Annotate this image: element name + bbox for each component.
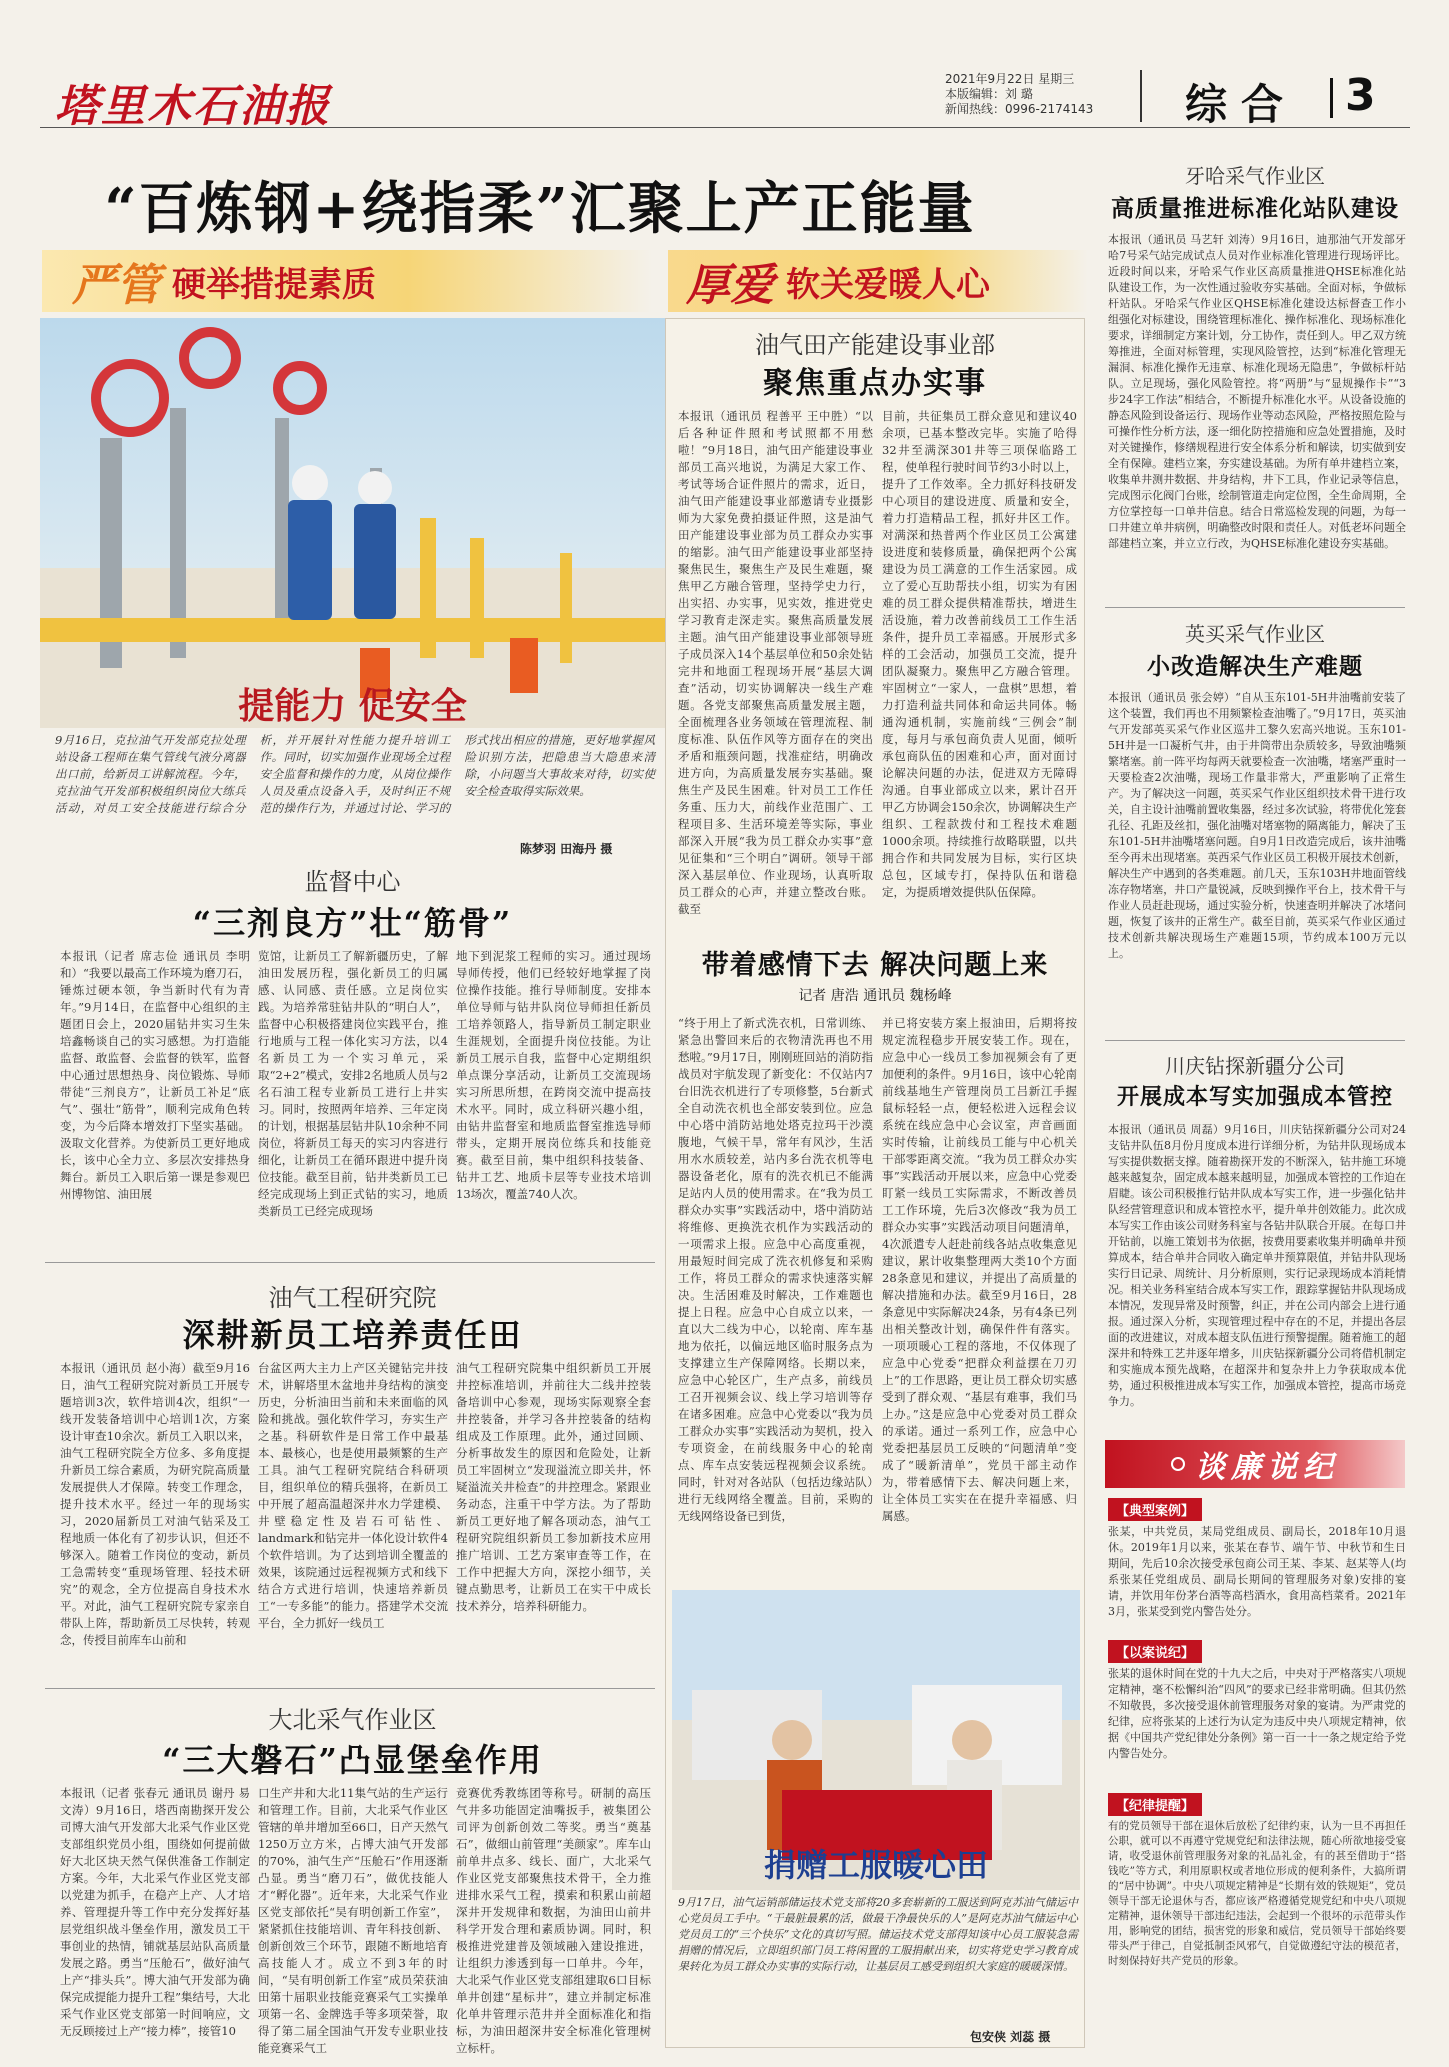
issue-date: 2021年9月22日 星期三 xyxy=(945,72,1075,86)
page-editor: 本版编辑：刘 璐 xyxy=(945,87,1033,101)
divider-3 xyxy=(1105,607,1405,608)
article-chuanqing-body: 本报讯（通讯员 周磊）9月16日，川庆钻探新疆分公司对24支钻井队伍8月份月度成本进行详细分析，为钻井队现场成本写实提供数据支撑。随着勘探开发的不断深入，钻井施工环境越来越复杂，固定成本越来越明显，加强成本管控的工作迫在眉睫。该公司积极推行钻井队成本写实工作，进一步强化钻井队经营管理意识和成本管控水平，提升单井创效能力。此次成本写实工作由该公司财务科室与各钻井队联合开展。在每口井开钻前，以施工策划书为依据，按费用要素收集并明确单井预算成本，结合单井合同收入确定单井预算限值，并钻井队现场实行日记录、周统计、月分析原则，实行记录现场成本消耗情况。相关业务科室结合成本写实工作，跟踪掌握钻井队现场成本情况，发现异常及时预警，纠正，并在公司内部会上进行通报。通过深入分析，实现管理过程中存在的不足，并提出各层面的改进建议，对成本超支队伍进行预警提醒。随着施工的超深井和特殊工艺井逐年增多，川庆钻探新疆分公司将借机制定和实施成本预先战略，在超深井和复杂井上力争获取成本优势，通过积极推进成本写实工作，加强成本管控，提高市场竞争力。 xyxy=(1108,1123,1406,1408)
masthead-divider xyxy=(1140,70,1142,122)
article-dabei-kicker: 大北采气作业区 xyxy=(268,1706,437,1734)
page-number: 3 xyxy=(1345,70,1376,121)
news-hotline: 新闻热线：0996-2174143 xyxy=(945,102,1094,116)
tanlian-case-label: 【典型案例】 xyxy=(1108,1498,1202,1521)
tanlian-tip-text: 有的党员领导干部在退休后放松了纪律约束，认为一旦不再担任公职，就可以不再遵守党规党纪和法律法规，随心所欲地接受宴请，收受退休前管理服务对象的礼品礼金，有的甚至借助于“搭钱吃”等方式，利用原职权或者地位形成的便利条件，大搞所谓的“居中协调”。中央八项规定精神是“长期有效的铁规矩”，党员领导干部无论退休与否，都应该严格遵循党规党纪和中央八项规定精神，退休领导干部违纪违法，会起到一个很坏的示范带头作用，影响党的团结，损害党的形象和威信，党员领导干部始终要带头严于律己，自觉抵制歪风邪气，自觉做遵纪守法的模范者，时刻保持好共产党员的形象。 xyxy=(1108,1820,1406,1967)
article-jiandu-kicker: 监督中心 xyxy=(304,868,401,896)
photo-training xyxy=(40,318,665,728)
tanlian-tip-label: 【纪律提醒】 xyxy=(1108,1793,1202,1816)
photo-overlay-title: 提能力 促安全 xyxy=(238,685,467,727)
main-headline: “百炼钢+绕指柔”汇聚上产正能量 xyxy=(104,176,976,242)
article-youqitian-kicker: 油气田产能建设事业部 xyxy=(755,331,995,359)
banner-care-tag: 厚爱 xyxy=(686,260,774,311)
masthead-rule xyxy=(40,127,1410,128)
article-yingmai-body: 本报讯（通讯员 张会婷）“自从玉东101-5H井油嘴前安装了这个装置，我们再也不用频繁检查油嘴了。”9月17日，英买油气开发部英买采气作业区巡井工黎久宏高兴地说。玉东101-5H井是一口凝析气井，由于井筒带出杂质较多，导致油嘴频繁堵塞。前一阵平均每两天就要检查一次油嘴，堵塞严重时一天要检查2次油嘴，现场工作量非常大，严重影响了正常生产。为了解决这一问题，英买采气作业区组织技术骨干进行攻关，自主设计油嘴前置收集器，经过多次试验，将带优化笼套孔径、孔距及丝扣，强化油嘴对堵塞物的隔离能力，解决了玉东101-5H井油嘴堵塞问题。自9月1日改造完成后，该井油嘴至今再未出现堵塞。英西采气作业区员工积极开展技术创新，解决生产中遇到的各类难题。前几天，玉东103H井地面管线冻存物堵塞，井口产量锐减，反映到操作平台上，技术骨干与作业人员赶赴现场，通过实验分析，快速查明并解决了冰堵问题，恢复了该井的正常生产。截至目前，英买采气作业区通过技术创新共解决现场生产难题15项，节约成本100万元以上。 xyxy=(1108,691,1406,960)
photo-donation xyxy=(672,1590,1080,1890)
article-youqi-col3: 油气工程研究院集中组织新员工开展井控标准培训，并前往大二线井控装备培训中心参观，现场实际观察全套井控装备，并学习各井控装备的结构组成及工作原理。此外，通过回顾、分析事故发生的原因和危险处，让新员工牢固树立“发现溢流立即关井，怀疑溢流关井检查”的井控理念。紧跟业务动态，注重干中学方法。为了帮助新员工更好地了解各项动态，油气工程研究院组织新员工参加新技术应用推广培训、工艺方案审查等工作，在工作中把握大方向，深挖小细节，关键点勤思考，让新员工在实干中成长技术养分，培养科研能力。 xyxy=(456,1361,651,1613)
article-youqitian-col1: 本报讯（通讯员 程善平 王中胜）“以后各种证件照和考试照都不用愁啦！”9月18日，油气田产能建设事业部员工高兴地说，为满足大家工作、考试等场合证件照片的需求，近日，油气田产能建设事业部邀请专业摄影师为大家免费拍摄证件照，这是油气田产能建设事业部为员工群众办实事的缩影。油气田产能建设事业部坚持聚焦民生，聚焦生产及民生难题，聚焦甲乙方融合管理，坚持学史力行，出实招、办实事，见实效，推进党史学习教育走深走实。聚焦高质量发展主题。油气田产能建设事业部领导班子成员深入14个基层单位和50余处钻完井和地面工程现场开展“基层大调查”活动，切实协调解决一线生产难题。各党支部聚焦高质量发展主题，全面梳理各业务领域在管理流程、制度标准、队伍作风等方面存在的突出矛盾和瓶颈问题，找准症结，明确改进方向，为高质量发展夯实基础。聚焦生产及民生困难。针对员工工作任务重、压力大，前线作业范围广、工程项目多、生活环境差等实际，事业部深入开展“我为员工群众办实事”意见征集和“三个明白”调研。领导干部深入基层单位、作业现场，认真听取员工群众的心声，并建立整改台账。截至 xyxy=(678,409,873,916)
article-dabei-col1: 本报讯（记者 张春元 通讯员 谢丹 易文涛）9月16日，塔西南勘探开发公司博大油气开发部大北采气作业区党支部组织党员小组，围绕如何提前做好大北区块天然气保供准备工作制定方案。今年，大北采气作业区党支部以党建为抓手，在稳产上产、人才培养、管理提升等工作中充分发挥好基层党组织战斗堡垒作用，激发员工干事创业的热情，铺就基层站队高质量发展之路。勇当“压舱石”，做好油气上产“排头兵”。博大油气开发部为确保完成提能力提升工程”集结号，大北采气作业区党支部第一时间响应，文无反顾接过上产“接力棒”，接管10 xyxy=(60,1786,250,2038)
banner-strict-tag: 严管 xyxy=(72,260,160,311)
article-youqi-title: 深耕新员工培养责任田 xyxy=(182,1316,523,1354)
photo-donation-credit: 包安侠 刘蕊 摄 xyxy=(970,2030,1051,2044)
article-youqi-kicker: 油气工程研究院 xyxy=(268,1284,437,1312)
masthead xyxy=(0,0,1449,132)
divider-4 xyxy=(1105,1040,1405,1041)
article-yaha-kicker: 牙哈采气作业区 xyxy=(1185,164,1325,188)
article-dabei-col2: 口生产井和大北11集气站的生产运行和管理工作。目前，大北采气作业区管辖的单井增加至66口，日产天然气1250万立方米，占博大油气开发部的70%，油气生产“压舱石”作用逐渐凸显。勇当“磨刀石”，做优技能人才“孵化器”。近年来，大北采气作业区党支部依托“吴有明创新工作室”，紧紧抓住技能培训、青年科技创新、创新创效三个环节，跟随不断地培育高技能人才。成立不到3年的时间，“吴有明创新工作室”成员荣获油田第十届职业技能竞赛采气工实操单项第一名、金牌选手等多项荣誉，取得了第二届全国油气开发专业职业技能竞赛采气工 xyxy=(258,1786,448,2055)
article-jiandu-col3: 地下到泥浆工程师的实习。通过现场导师传授，他们已经较好地掌握了岗位操作技能。推行导师制度。安排本单位导师与钻井队岗位导师担任新员工培养领路人，指导新员工制定职业生涯规划，全面提升岗位技能。为让新员工展示自我，监督中心定期组织单点课分享活动，让新员工交流现场实习所思所想，在跨岗交流中提高技术水平。同时，成立科研兴趣小组，由钻井监督室和地质监督室推选导师带头，定期开展岗位练兵和技能竞赛。截至目前，集中组织科技装备、钻井工艺、地质卡层等专业技术培训13场次，覆盖740人次。 xyxy=(456,949,651,1201)
article-yingmai-title: 小改造解决生产难题 xyxy=(1147,653,1363,680)
newspaper-logo: 塔里木石油报 xyxy=(55,81,331,132)
article-yingmai-kicker: 英买采气作业区 xyxy=(1185,622,1325,646)
divider-1 xyxy=(45,1262,655,1263)
article-youqi-col1: 本报讯（通讯员 赵小海）截至9月16日，油气工程研究院对新员工开展专题培训3次，软件培训4次，组织“一线开发装备培训中心培训1次，方案设计审查10余次。新员工入职以来，油气工程研究院全方位多、多角度提升新员工综合素质，为研究院高质量发展提供人才保障。转变工作理念，提升技术水平。经过一年的现场实习，2020届新员工对油气钻采及工程地质一体化有了初步认识，但还不够深入。随着工作岗位的变动，新员工急需转变“重现场管理、轻技术研究”的观念，全方位提高自身技术水平。对此，油气工程研究院专家亲自带队上阵，帮助新员工尽快转，转观念，传授目前库车山前和 xyxy=(60,1361,250,1647)
banner-strict xyxy=(42,250,652,312)
article-dabei-col3: 竞赛优秀教练团等称号。研制的高压气井多功能固定油嘴扳手，被集团公司评为创新创效二等奖。勇当“奠基石”，做细山前管理“美颜家”。库车山前单井点多、线长、面广，大北采气作业区党支部聚焦技术骨干，全力推进排水采气工程，摸索和积累山前超深井开发规律和数据，为油田山前井科学开发合理和素质协调。同时，积极推进党建普及领域融入建设推进，让组织力渗透到每一口单井。今年，大北采气作业区党支部组建取6口目标单井创建“星标井”，建立并制定标准化单井管理示范井并全面标准化和指标，为油田超深井安全标准化管理树立标杆。 xyxy=(456,1786,651,2055)
tanlian-law-text: 张某的退休时间在党的十九大之后，中央对于严格落实八项规定精神，毫不松懈纠治“四风”的要求已经非常明确。但其仍然不知敬畏，多次接受退休前管理服务对象的宴请。为严肃党的纪律，应将张某的上述行为认定为违反中央八项规定精神，依据《中国共产党纪律处分条例》第一百一十一条之规定给予党内警告处分。 xyxy=(1108,1667,1406,1760)
tanlian-law-label: 【以案说纪】 xyxy=(1108,1640,1202,1663)
banner-care-title: 软关爱暖人心 xyxy=(786,264,990,305)
article-youqitian-col2: 目前，共征集员工群众意见和建议40余项，已基本整改完毕。实施了哈得32井至满深301井等三项保临路工程，使单程行驶时间节约3小时以上，提升了工作效率。全力抓好科技研发中心项目的建设进度、质量和安全，着力打造精品工程，抓好井区工作。对满深和热普两个作业区员工公寓建设进度和装修质量，确保把两个公寓建设为员工满意的工作生活家园。成立了爱心互助帮扶小组，切实为有困难的员工群众提供精准帮扶，增进生活设施，着力改善前线员工工作生活条件，提升员工幸福感。开展形式多样的工会活动，加强员工交流，提升团队凝聚力。聚焦甲乙方融合管理。牢固树立“一家人，一盘棋”思想，着力打造利益共同体和命运共同体。畅通沟通机制，实施前线“三例会”制度，每月与承包商负责人见面，倾听承包商队伍的困难和心声，面对面讨论解决问题的办法，促进双方无障碍沟通。自事业部成立以来，累计召开甲乙方协调会150余次，协调解决生产组织、工程款拨付和工程技术难题1000余项。持续推行故略联盟，以共拥合作和共同发展为目标，实行区块总包，区域专打，保持队伍和谐稳定，为提质增效提供队伍保障。 xyxy=(882,409,1077,899)
article-daizhe-col2: 并已将安装方案上报油田，后期将按规定流程稳步开展安装工作。现在，应急中心一线员工参加视频会有了更加便利的条件。9月16日，该中心轮南前线基地生产管理岗员工吕新江手握鼠标轻轻一点，便轻松进入远程会议系统在线应急中心会议室，声音画面实时传输，让前线员工能与中心机关干部零距离交流。“我为员工群众办实事”实践活动开展以来，应急中心党委盯紧一线员工实际需求，不断改善员工工作环境，先后3次修改“我为员工群众办实事”实践活动项目问题清单，4次派遣专人赶赴前线各站点收集意见建议，累计收集整理两大类10个方面28条意见和建议，并提出了高质量的解决措施和办法。截至9月16日，28条意见中实际解决24条，另有4条已列出相关整改计划，确保件件有落实。一项项暖心工程的落地，不仅体现了应急中心党委“把群众利益摆在刀刃上”的工作思路，更让员工群众切实感受到了群众观、“基层有难事，我们马上办。”这是应急中心党委对员工群众的承诺。通过一系列工作，应急中心党委把基层员工反映的“问题清单”变成了“暖新清单”，党员干部主动作为，带着感情下去、解决问题上来，让全体员工实实在在提升幸福感、归属感。 xyxy=(882,1016,1077,1523)
tanlian-banner-title: 谈廉说纪 xyxy=(1195,1450,1339,1485)
tanlian-banner xyxy=(1105,1440,1405,1488)
article-yaha-title: 高质量推进标准化站队建设 xyxy=(1111,195,1399,222)
issue-info xyxy=(945,72,1145,117)
seal-mark-icon xyxy=(1171,1457,1185,1471)
article-daizhe-col1: “终于用上了新式洗衣机，日常训练、紧急出警回来后的衣物清洗再也不用愁啦。”9月17日，刚刚班回站的消防指战员对宇航发现了新变化：不仅站内7台旧洗衣机进行了专项修整，5台新式全自动洗衣机也全部安装到位。应急中心塔中消防站地处塔克拉玛干沙漠腹地，气候干旱，常年有风沙，生活用水水质较差，站内多台洗衣机等电器设备老化，原有的洗衣机已不能满足站内人员的使用需求。在“我为员工群众办实事”实践活动中，塔中消防站将维修、更换洗衣机作为实践活动的一项需求上报。应急中心高度重视，用最短时间完成了洗衣机修复和采购工作，将员工群众的需求快速落实解决。生活困难及时解决，工作难题也提上日程。应急中心自成立以来，一直以大二线为中心，以轮南、库车基地为依托，以偏远地区临时服务点为支撑建立生产保障网络。长期以来，应急中心轮区广，生产点多，前线员工召开视频会议、线上学习培训等存在诸多困难。应急中心党委以“我为员工群众办实事”实践活动为契机，投入专项资金，在前线服务中心的轮南点、库车点安装远程视频会议系统。同时，针对对各站队（包括边缘站队）进行无线网络全覆盖。目前，采购的无线网络设备已到货， xyxy=(678,1016,873,1523)
article-youqitian-title: 聚焦重点办实事 xyxy=(763,366,987,401)
tanlian-case-text: 张某，中共党员，某局党组成员、副局长，2018年10月退休。2019年1月以来，张某在春节、端午节、中秋节和生日期间，先后10余次接受承包商公司王某、李某、赵某等人(均系张某任党组成员、副局长期间的管理服务对象)安排的宴请，并饮用年份茅台酒等高档酒水，食用高档菜肴。2021年3月，张某受到党内警告处分。 xyxy=(1108,1525,1406,1618)
article-dabei-title: “三大磐石”凸显堡垒作用 xyxy=(162,1741,543,1779)
article-jiandu-col1: 本报讯（记者 席志俭 通讯员 李明和）“我要以最高工作环境为磨刀石，锤炼过硬本领，争当新时代有为青年。”9月14日，在监督中心组织的主题团日会上，2020届钻井实习生朱培鑫畅谈自己的实习感想。为打造能监督、敢监督、会监督的铁军，监督中心通过思想热身、岗位锻炼、导师带徒“三剂良方”，让新员工补足“底气”、强壮“筋骨”，顺利完成角色转变，为今后降本增效打下坚实基础。汲取文化营养。为使新员工更好地成长，该中心全力立、多层次安排热身舞台。新员工入职后第一课是参观巴州博物馆、油田展 xyxy=(60,949,250,1201)
photo-training-caption: 9月16日，克拉油气开发部克拉处理站设备工程师在集气管线气液分离器出口前，给新员工讲解流程。今年，克拉油气开发部积极组织岗位大练兵活动，对员工安全技能进行综合分析，并开展针对性能力提升培训工作。同时，切实加强作业现场全过程安全监督和操作的力度，从岗位操作人员及重点设备入手，及时纠正不规范的操作行为，并通过讨论、学习的形式找出相应的措施，更好地掌握风险识别方法，把隐患当大隐患来清除，小问题当大事故来对待，切实使安全检查取得实际效果。 xyxy=(55,733,655,815)
photo-training-credit: 陈梦羽 田海丹 摄 xyxy=(520,842,613,856)
page-divider xyxy=(1330,78,1333,118)
article-chuanqing-kicker: 川庆钻探新疆分公司 xyxy=(1165,1054,1345,1078)
article-daizhe-title: 带着感情下去 解决问题上来 xyxy=(701,950,1049,981)
banner-strict-title: 硬举措提素质 xyxy=(172,264,376,305)
article-chuanqing-title: 开展成本写实加强成本管控 xyxy=(1116,1084,1393,1110)
oilfield-photo xyxy=(40,318,665,728)
divider-2 xyxy=(45,1688,655,1689)
photo-donation-overlay: 捐赠工服暖心田 xyxy=(763,1846,988,1884)
article-jiandu-col2: 览馆，让新员工了解新疆历史，了解油田发展历程，强化新员工的归属感、认同感、责任感。立足岗位实践。为培养常驻钻井队的“明白人”，监督中心积极搭建岗位实践平台，推行地质与工程一体化实习方法，以4名新员工为一个实习单元，采取“2+2”模式，安排2名地质人员与2名石油工程专业新员工进行上井实习。同时，按照两年培养、三年定岗的计划，根据基层钻井队10余种不同岗位，将新员工每天的实习内容进行细化，让新员工在循环跟进中提升岗位技能。截至目前，钻井类新员工已经完成现场上到正式钻的实习，地质类新员工已经完成现场 xyxy=(258,949,448,1218)
photo-donation-caption: 9月17日，油气运销部储运技术党支部将20多套崭新的工服送到阿克苏油气储运中心党员员工手中。“干最脏最累的活，做最干净最快乐的人”是阿克苏油气储运中心党员员工的“三个快乐”文化的真切写照。储运技术党支部得知该中心员工服装急需捐赠的情况后，立即组织部门员工将闲置的工服捐献出来，切实将党史学习教育成果转化为员工群众办实事的实际行动，让基层员工感受到组织大家庭的暖暖深情。 xyxy=(678,1896,1078,1973)
article-jiandu-title: “三剂良方”壮“筋骨” xyxy=(192,904,513,942)
article-youqi-col2: 台盆区两大主力上产区关键钻完井技术，讲解塔里木盆地井身结构的演变历史，分析油田当前和未来面临的风险和挑战。强化软件学习，夯实生产之基。科研软件是日常工作中最基本、最核心，也是使用最频繁的生产工具。油气工程研究院结合科研项目，组织单位的精兵强将，在新员工中开展了超高温超深井水力学建模、井壁稳定性及岩石可钻性、landmark和钻完井一体化设计软件4个软件培训。为了达到培训全覆盖的效果，该院通过远程视频方式和线下结合方式进行培训，快速培养新员工“一专多能”的能力。搭建学术交流平台，全力抓好一线员工 xyxy=(258,1361,448,1630)
section-name: 综合 xyxy=(1185,80,1298,129)
article-daizhe-byline: 记者 唐浩 通讯员 魏杨峰 xyxy=(798,988,952,1004)
article-yaha-body: 本报讯（通讯员 马艺轩 刘涛）9月16日，迪那油气开发部牙哈7号采气站完成试点人员对作业标准化管理进行现场评比。近段时间以来，牙哈采气作业区高质量推进QHSE标准化站队建设工作，为一次性通过验收夯实基础。全面对标，争做标杆站队。牙哈采气作业区QHSE标准化建设达标督查工作小组强化对标建设，围绕管理标准化、操作标准化、现场标准化要求，详细制定方案计划，分工协作，责任到人。甲乙双方统筹推进，全面对标管理，实现风险管控，达到“标准化管理无漏洞、标准化操作无违章、标准化现场无隐患”，争做标杆站队。立足现场，强化风险管控。将“两册”与“显规操作卡”“3步24字工作法”相结合，不断提升标准化水平。从设备设施的静态风险到设备运行、现场作业等动态风险，严格按照危险与可操作性分析方法，逐一细化防控措施和应急处置措施，及时对关键操作，修缮规程进行安全体系分析和解读，切实做到安全有保障。建档立案，夯实建设基础。为所有单井建档立案，收集单井测井数据、井身结构，井下工具，作业记录等信息，完成图示化阀门台账，绘制管道走向定位图，全生命周期，全方位掌控每一口单井信息。结合日常巡检发现的问题，为每一口井建立单井病例，明确整改时限和责任人。对低老坏问题全部建档立案，并立立行改，为QHSE标准化建设夯实基础。 xyxy=(1108,233,1406,550)
banner-care xyxy=(668,250,1088,312)
